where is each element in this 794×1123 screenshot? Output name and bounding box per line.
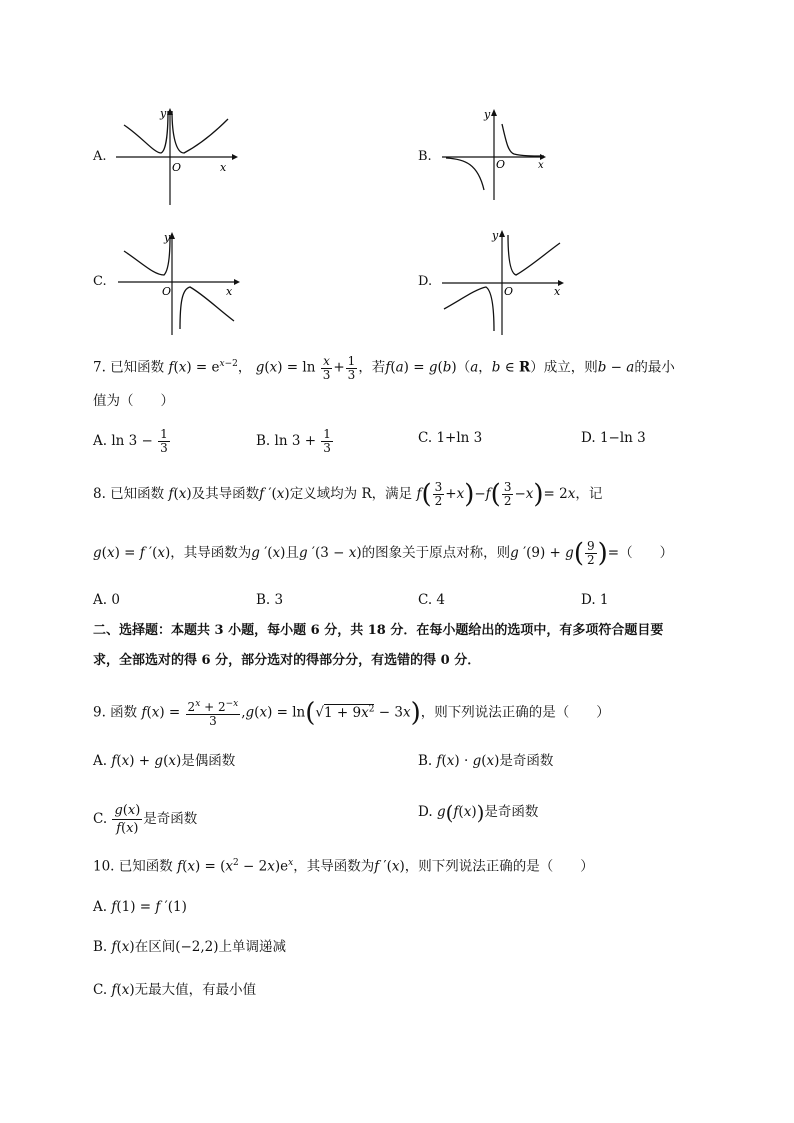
q9-option-a[interactable]: A. f(x) + g(x)是偶函数	[93, 753, 236, 769]
graph-c-origin: O	[162, 285, 172, 298]
graph-d-origin: O	[504, 285, 514, 298]
q10-option-b[interactable]: B. f(x)在区间(−2,2)上单调递减	[93, 939, 287, 955]
option-letter-c: C.	[93, 274, 107, 289]
q9-option-d[interactable]: D. g(f(x))是奇函数	[418, 800, 539, 825]
q10-option-c[interactable]: C. f(x)无最大值，有最小值	[93, 982, 257, 998]
question-8-line-2: g(x) = f ′(x)，其导函数为g ′(x)且g ′(3 − x)的图象关于原点对称，则g ′(9) + g( $\frac{9}{2}$ )=（ ）	[93, 538, 674, 569]
q8-option-b[interactable]: B. 3	[256, 592, 284, 608]
option-letter-a: A.	[93, 149, 107, 164]
question-7-line-1: 7. 已知函数 $f(x) = e^{x-2}$， g(x) = ln $\frac{x}{3}$ + $\frac{1}{3}$ ，若f(a) = g(b)（a，b ∈ R）成立，则b − a的最小	[93, 353, 675, 382]
q7-option-c[interactable]: C. 1+ln 3	[418, 430, 483, 446]
q8-option-a[interactable]: A. 0	[93, 592, 120, 608]
graph-d-axis-x: x	[554, 285, 561, 298]
q10-option-a[interactable]: A. f(1) = f ′(1)	[93, 899, 187, 915]
q7-option-d[interactable]: D. 1−ln 3	[581, 430, 646, 446]
q8-option-c[interactable]: C. 4	[418, 592, 446, 608]
q7-option-b[interactable]: B. ln 3 + $\frac{1}{3}$	[256, 427, 331, 455]
q9-option-b[interactable]: B. f(x) · g(x)是奇函数	[418, 753, 554, 769]
graph-b-axis-x: x	[538, 160, 544, 171]
q7-option-a[interactable]: A. ln 3 − $\frac{1}{3}$	[93, 427, 168, 455]
graph-b	[440, 106, 550, 202]
option-letter-b: B.	[418, 149, 432, 164]
graph-a-axis-y: y	[160, 107, 167, 120]
graph-a	[114, 105, 240, 207]
option-letter-d: D.	[418, 274, 433, 289]
q8-option-d[interactable]: D. 1	[581, 592, 609, 608]
question-9-stem: 9. 函数 f(x) = $\frac{2^x + 2^{-x}}{3}$ $,g(x) = \ln(√1 + 9x^2 - 3x)$，则下列说法正确的是（ ）	[93, 698, 610, 728]
section-2-heading-line-1: 二、选择题：本题共 3 小题，每小题 6 分，共 18 分．在每小题给出的选项中，有多项符合题目要	[93, 623, 664, 638]
question-7-line-2: 值为（ ）	[93, 393, 174, 409]
question-10-stem: 10. 已知函数 $f(x) = (x^2 - 2x)e^x$，其导函数为f ′(x)，则下列说法正确的是（ ）	[93, 858, 594, 875]
section-2-heading-line-2: 求，全部选对的得 6 分，部分选对的得部分分，有选错的得 0 分．	[93, 653, 481, 668]
graph-d-axis-y: y	[492, 229, 499, 242]
graph-a-axis-x: x	[220, 161, 227, 174]
graph-d	[440, 227, 570, 337]
graph-b-origin: O	[496, 158, 506, 171]
fraction-x-over-3: $\frac{x}{3}$	[322, 353, 331, 382]
question-8-line-1: 8. 已知函数 f(x)及其导函数f ′(x)定义域均为 R，满足 f( $\frac{3}{2}$ +x)−f( $\frac{3}{2}$ −x)= 2x，记	[93, 479, 603, 510]
graph-a-origin: O	[172, 161, 182, 174]
graph-c	[114, 229, 244, 337]
graph-b-axis-y: y	[484, 108, 491, 121]
fraction-1-over-3: $\frac{1}{3}$	[347, 353, 356, 382]
q9-option-c[interactable]: C. $\frac{g(x)}{f(x)}$ 是奇函数	[93, 803, 198, 836]
graph-c-axis-y: y	[164, 231, 171, 244]
graph-c-axis-x: x	[226, 285, 233, 298]
